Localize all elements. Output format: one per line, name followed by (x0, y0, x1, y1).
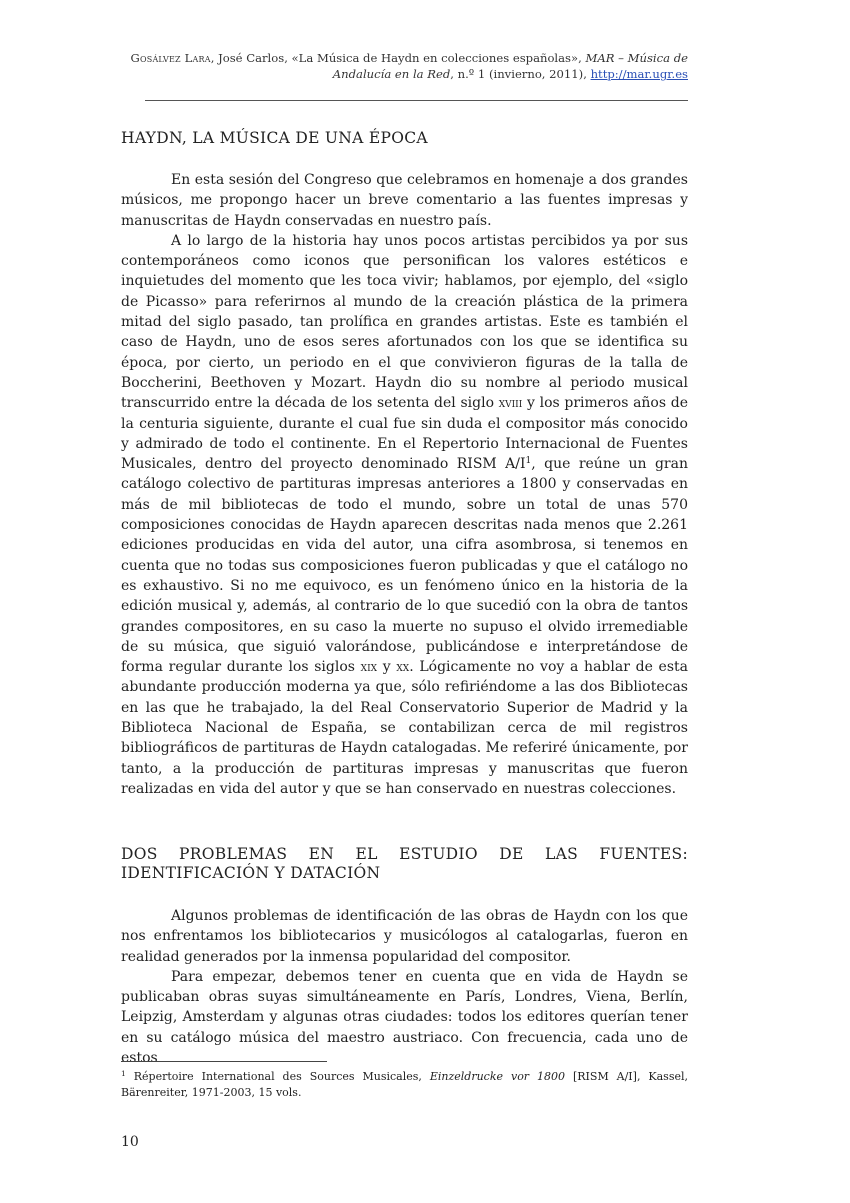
header-issue: , n.º 1 (invierno, 2011), (450, 67, 591, 81)
section-heading-2 (121, 845, 688, 883)
footnote: $^1$ Répertoire International des Sources Musicales, Einzeldrucke vor 1800 [RISM A/I], Kassel, Bärenreiter, 1971-2003, 15 vols. (121, 1069, 688, 1099)
footnote-ref[interactable]: 1 (525, 456, 532, 467)
running-header (120, 50, 688, 82)
footnote-number: 1 (121, 1069, 126, 1078)
footnote-title: Einzeldrucke vor 1800 (429, 1070, 566, 1083)
section-2-body (121, 906, 688, 1068)
section-heading-2-line-2: IDENTIFICACIÓN Y DATACIÓN (121, 864, 381, 882)
century-numeral: xix (360, 659, 378, 675)
century-numeral: xviii (498, 395, 523, 411)
header-url-link[interactable]: http://mar.ugr.es (590, 67, 688, 81)
section-heading-1: HAYDN, LA MÚSICA DE UNA ÉPOCA (121, 129, 428, 147)
header-journal-b: Andalucía en la Red (332, 67, 451, 81)
paragraph: En esta sesión del Congreso que celebramos en homenaje a dos grandes músicos, me propongo hacer un breve comentario a las fuentes impresas y manuscritas de Haydn conservadas en nuestro país. (121, 172, 688, 229)
footnote-rule (121, 1061, 327, 1062)
header-rule (145, 100, 688, 101)
paragraph: Para empezar, debemos tener en cuenta que en vida de Haydn se publicaban obras suyas simultáneamente en París, Londres, Viena, Berlín, Leipzig, Amsterdam y algunas otras ciudades: todos los editores querían tener en su catálogo música del maestro austriaco. Con frecuencia, cada uno de estos (121, 968, 688, 1067)
page-number: 10 (121, 1134, 139, 1150)
paragraph: Algunos problemas de identificación de las obras de Haydn con los que nos enfrentamos los bibliotecarios y musicólogos al catalogarlas, fueron en realidad generados por la inmensa popularidad del compositor. (121, 908, 688, 965)
section-1-body (121, 170, 688, 799)
header-citation: , José Carlos, «La Música de Haydn en colecciones españolas», (210, 51, 586, 65)
section-heading-2-line-1: DOS PROBLEMAS EN EL ESTUDIO DE LAS FUENTES: (121, 845, 688, 863)
century-numeral: xx (396, 659, 410, 675)
header-author: Gosálvez Lara (130, 51, 211, 65)
paragraph: A lo largo de la historia hay unos pocos artistas percibidos ya por sus contemporáneos como iconos que personifican los valores estéticos e inquietudes del momento que les toca vivir; hablamos, por ejemplo, del «siglo de Picasso» para referirnos al mundo de la creación plástica de la primera mitad del siglo pasado, tan prolífica en grandes artistas. Este es también el caso de Haydn, uno de esos seres afortunados con los que se identifica su época, por cierto, un periodo en el que convivieron figuras de la talla de Boccherini, Beethoven y Mozart. Haydn dio su nombre al periodo musical transcurrido entre la década de los setenta del siglo xviii y los primeros años de la centuria siguiente, durante el cual fue sin duda el compositor más conocido y admirado de todo el continente. En el Repertorio Internacional de Fuentes Musicales, dentro del proyecto denominado RISM $A/I^1$, que reúne un gran catálogo colectivo de partituras impresas anteriores a 1800 y conservadas en más de mil bibliotecas de todo el mundo, sobre un total de unas 570 composiciones conocidas de Haydn aparecen descritas nada menos que 2.261 ediciones producidas en vida del autor, una cifra asombrosa, si tenemos en cuenta que no todas sus composiciones fueron publicadas y que el catálogo no es exhaustivo. Si no me equivoco, es un fenómeno único en la historia de la edición musical y, además, al contrario de lo que sucedió con la obra de tantos grandes compositores, en su caso la muerte no supuso el olvido irremediable de su música, que siguió valorándose, publicándose e interpretándose de forma regular durante los siglos xix y xx. Lógicamente no voy a hablar de esta abundante producción moderna ya que, sólo refiriéndome a las dos Bibliotecas en las que he trabajado, la del Real Conservatorio Superior de Madrid y la Biblioteca Nacional de España, se contabilizan cerca de mil registros bibliográficos de partituras de Haydn catalogadas. Me referiré únicamente, por tanto, a la producción de partituras impresas y manuscritas que fueron realizadas en vida del autor y que se han conservado en nuestras colecciones. (121, 232, 688, 797)
header-journal-a: MAR – Música de (585, 51, 688, 65)
